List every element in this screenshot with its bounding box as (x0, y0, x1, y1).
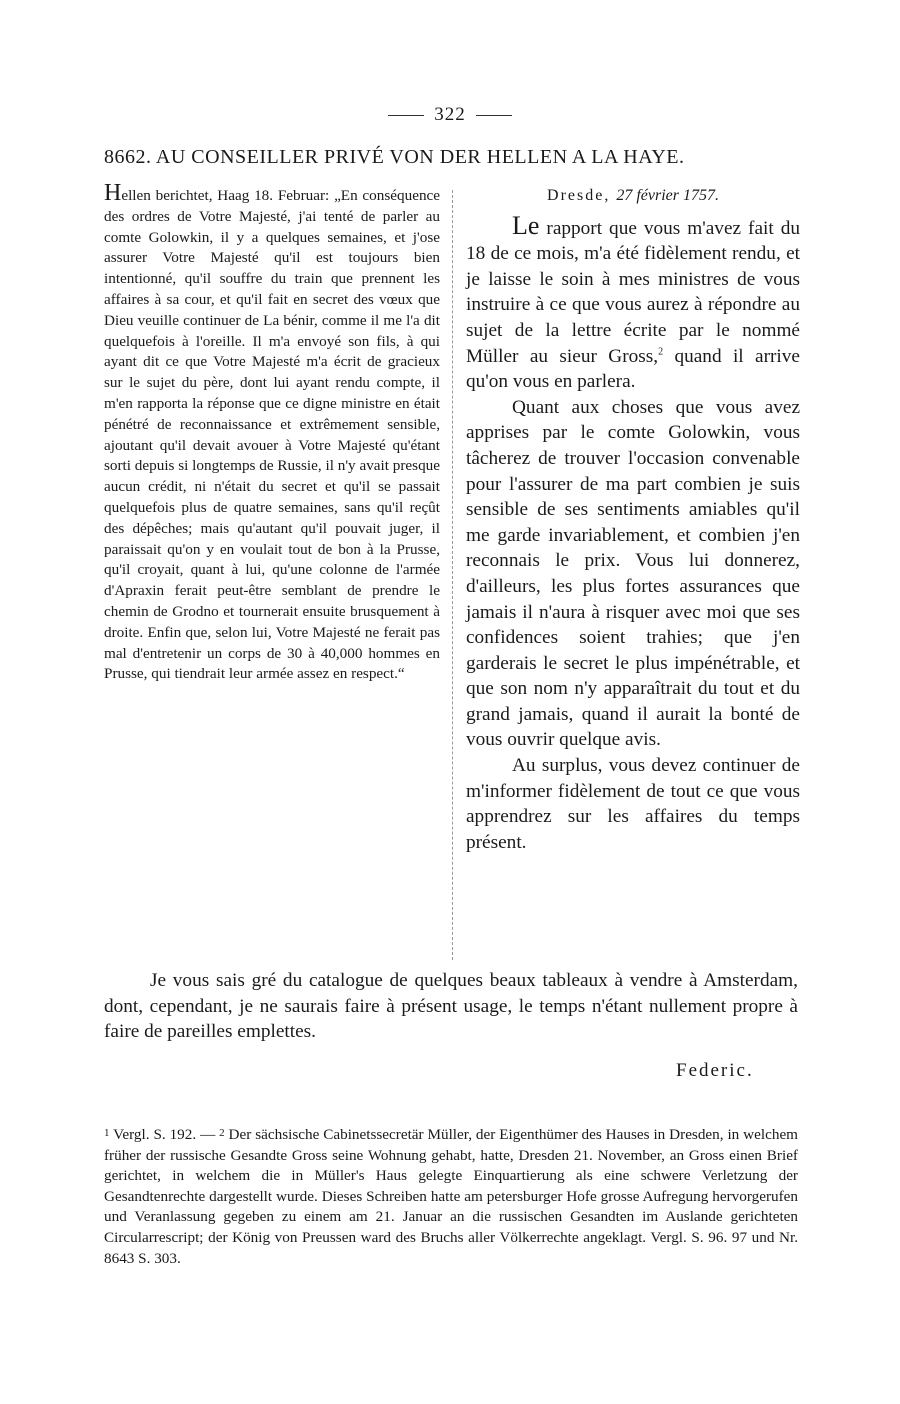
letter-heading: 8662. AU CONSEILLER PRIVÉ VON DER HELLEN A LA HAYE. (104, 146, 685, 168)
dash-left (388, 115, 424, 116)
paragraph-1-part-b: quand il arrive qu'on vous en parlera. (466, 345, 800, 393)
paragraph-initial: Le (512, 210, 540, 240)
footnote-mark-2: 2 (219, 1127, 225, 1139)
closing-paragraph: Je vous sais gré du catalogue de quelques beaux tableaux à vendre à Amsterdam, dont, cependant, je ne saurais faire à présent usage, le temps n'étant nullement propre à faire de pareilles emplettes. (104, 970, 798, 1043)
footnote-1: Vergl. S. 192. — (109, 1126, 220, 1143)
footnote-ref-2: 2 (658, 346, 664, 358)
dateline-place: Dresde, (547, 187, 611, 204)
intro-line: ellen berichtet, Haag 18. Februar: (121, 187, 330, 204)
footnote-mark-1: 1 (104, 1127, 110, 1139)
footnotes (104, 1123, 798, 1269)
dateline-date: 27 février 1757. (616, 187, 719, 204)
dateline (466, 183, 800, 209)
column-divider (452, 190, 453, 960)
page-number-text: 322 (434, 104, 466, 125)
page-number (0, 104, 900, 126)
letter-paragraph-2: Quant aux choses que vous avez apprises par le comte Golowkin, vous tâcherez de trouver l'occasion convenable pour l'assurer de ma part combien je suis sensible de ses sentiments amiables qu'il me garde invariablement, et combien j'en reconnais le prix. Vous lui donnerez, d'ailleurs, les plus fortes assurances que jamais il n'aura à risquer avec moi que ses confidences soient trahies; que j'en garderais le secret le plus impénétrable, et que son nom n'y apparaîtrait du tout et du grand jamais, quand il aurait la bonté de vous ouvrir quelque avis. (466, 396, 800, 751)
letter-paragraph-1 (466, 210, 800, 395)
report-body: „En conséquence des ordres de Votre Majesté, j'ai tenté de parler au comte Golowkin, il y a quelques semaines, et j'ose assurer Votre Majesté qu'il est toujours bien intentionné, qu'il souffre du train que prennent les affaires à sa cour, et qu'il fait en secret des vœux que Dieu veuille continuer de La bénir, comme il me l'a dit quelquefois à l'oreille. Il m'a envoyé son fils, à qui ayant dit ce que Votre Majesté m'a écrit de gracieux sur le sujet du père, dont lui ayant rendu compte, il m'en rapporta la réponse que ce digne ministre en était pénétré de reconnaissance et extrêmement sensible, ajoutant qu'il devait avouer à Votre Majesté qu'étant sorti depuis si longtemps de Russie, il n'y avait presque aucun crédit, ni n'était du secret et qu'il se passait quelquefois plus de quatre semaines, sans qu'il reçût des dépêches; mais qu'autant qu'il pouvait juger, il paraissait qu'on y en voulait tout de bon à la Prusse, qu'il croyait, quant à lui, qu'une colonne de l'armée d'Apraxin ferait peut-être semblant de prendre le chemin de Grodno et tournerait ensuite brusquement à droite. Enfin que, selon lui, Votre Majesté ne ferait pas mal d'entretenir un corps de 30 à 40,000 hommes en Prusse, qui tiendrait leur armée assez en respect.“ (104, 187, 441, 683)
footnote-2: Der sächsische Cabinetssecretär Müller, der Eigenthümer des Hauses in Dresden, in welchem früher der russische Gesandte Gross seine Wohnung gehabt, hatte, Dresden 21. November, an Gross einen Brief gerichtet, in welchem die in Müller's Haus gelegte Einquartierung als eine schwere Verletzung der Gesandtenrechte dargestellt wurde. Dieses Schreiben hatte am petersburger Hofe grosse Aufregung hervorgerufen und Veranlassung gegeben zu einem am 21. Januar an die russischen Gesandten im Auslande gerichteten Circularrescript; der König von Preussen ward des Bruchs aller Völkerrechte angeklagt. Vergl. S. 96. 97 und Nr. 8643 S. 303. (104, 1126, 798, 1267)
right-column-letter (466, 183, 800, 855)
paragraph-1-part-a: rapport que vous m'avez fait du 18 de ce mois, m'a été fidèlement rendu, et je laisse le soin à mes ministres de vous instruire à ce que vous aurez à répondre au sujet de la lettre écrite par le nommé Müller au sieur Gross, (466, 217, 800, 367)
letter-paragraph-3: Au surplus, vous devez continuer de m'informer fidèlement de tout ce que vous apprendrez sur les affaires du temps présent. (466, 755, 800, 853)
signature: Federic. (676, 1060, 754, 1081)
intro-initial: H (104, 180, 122, 206)
dash-right (476, 115, 512, 116)
left-column-report (104, 180, 441, 685)
